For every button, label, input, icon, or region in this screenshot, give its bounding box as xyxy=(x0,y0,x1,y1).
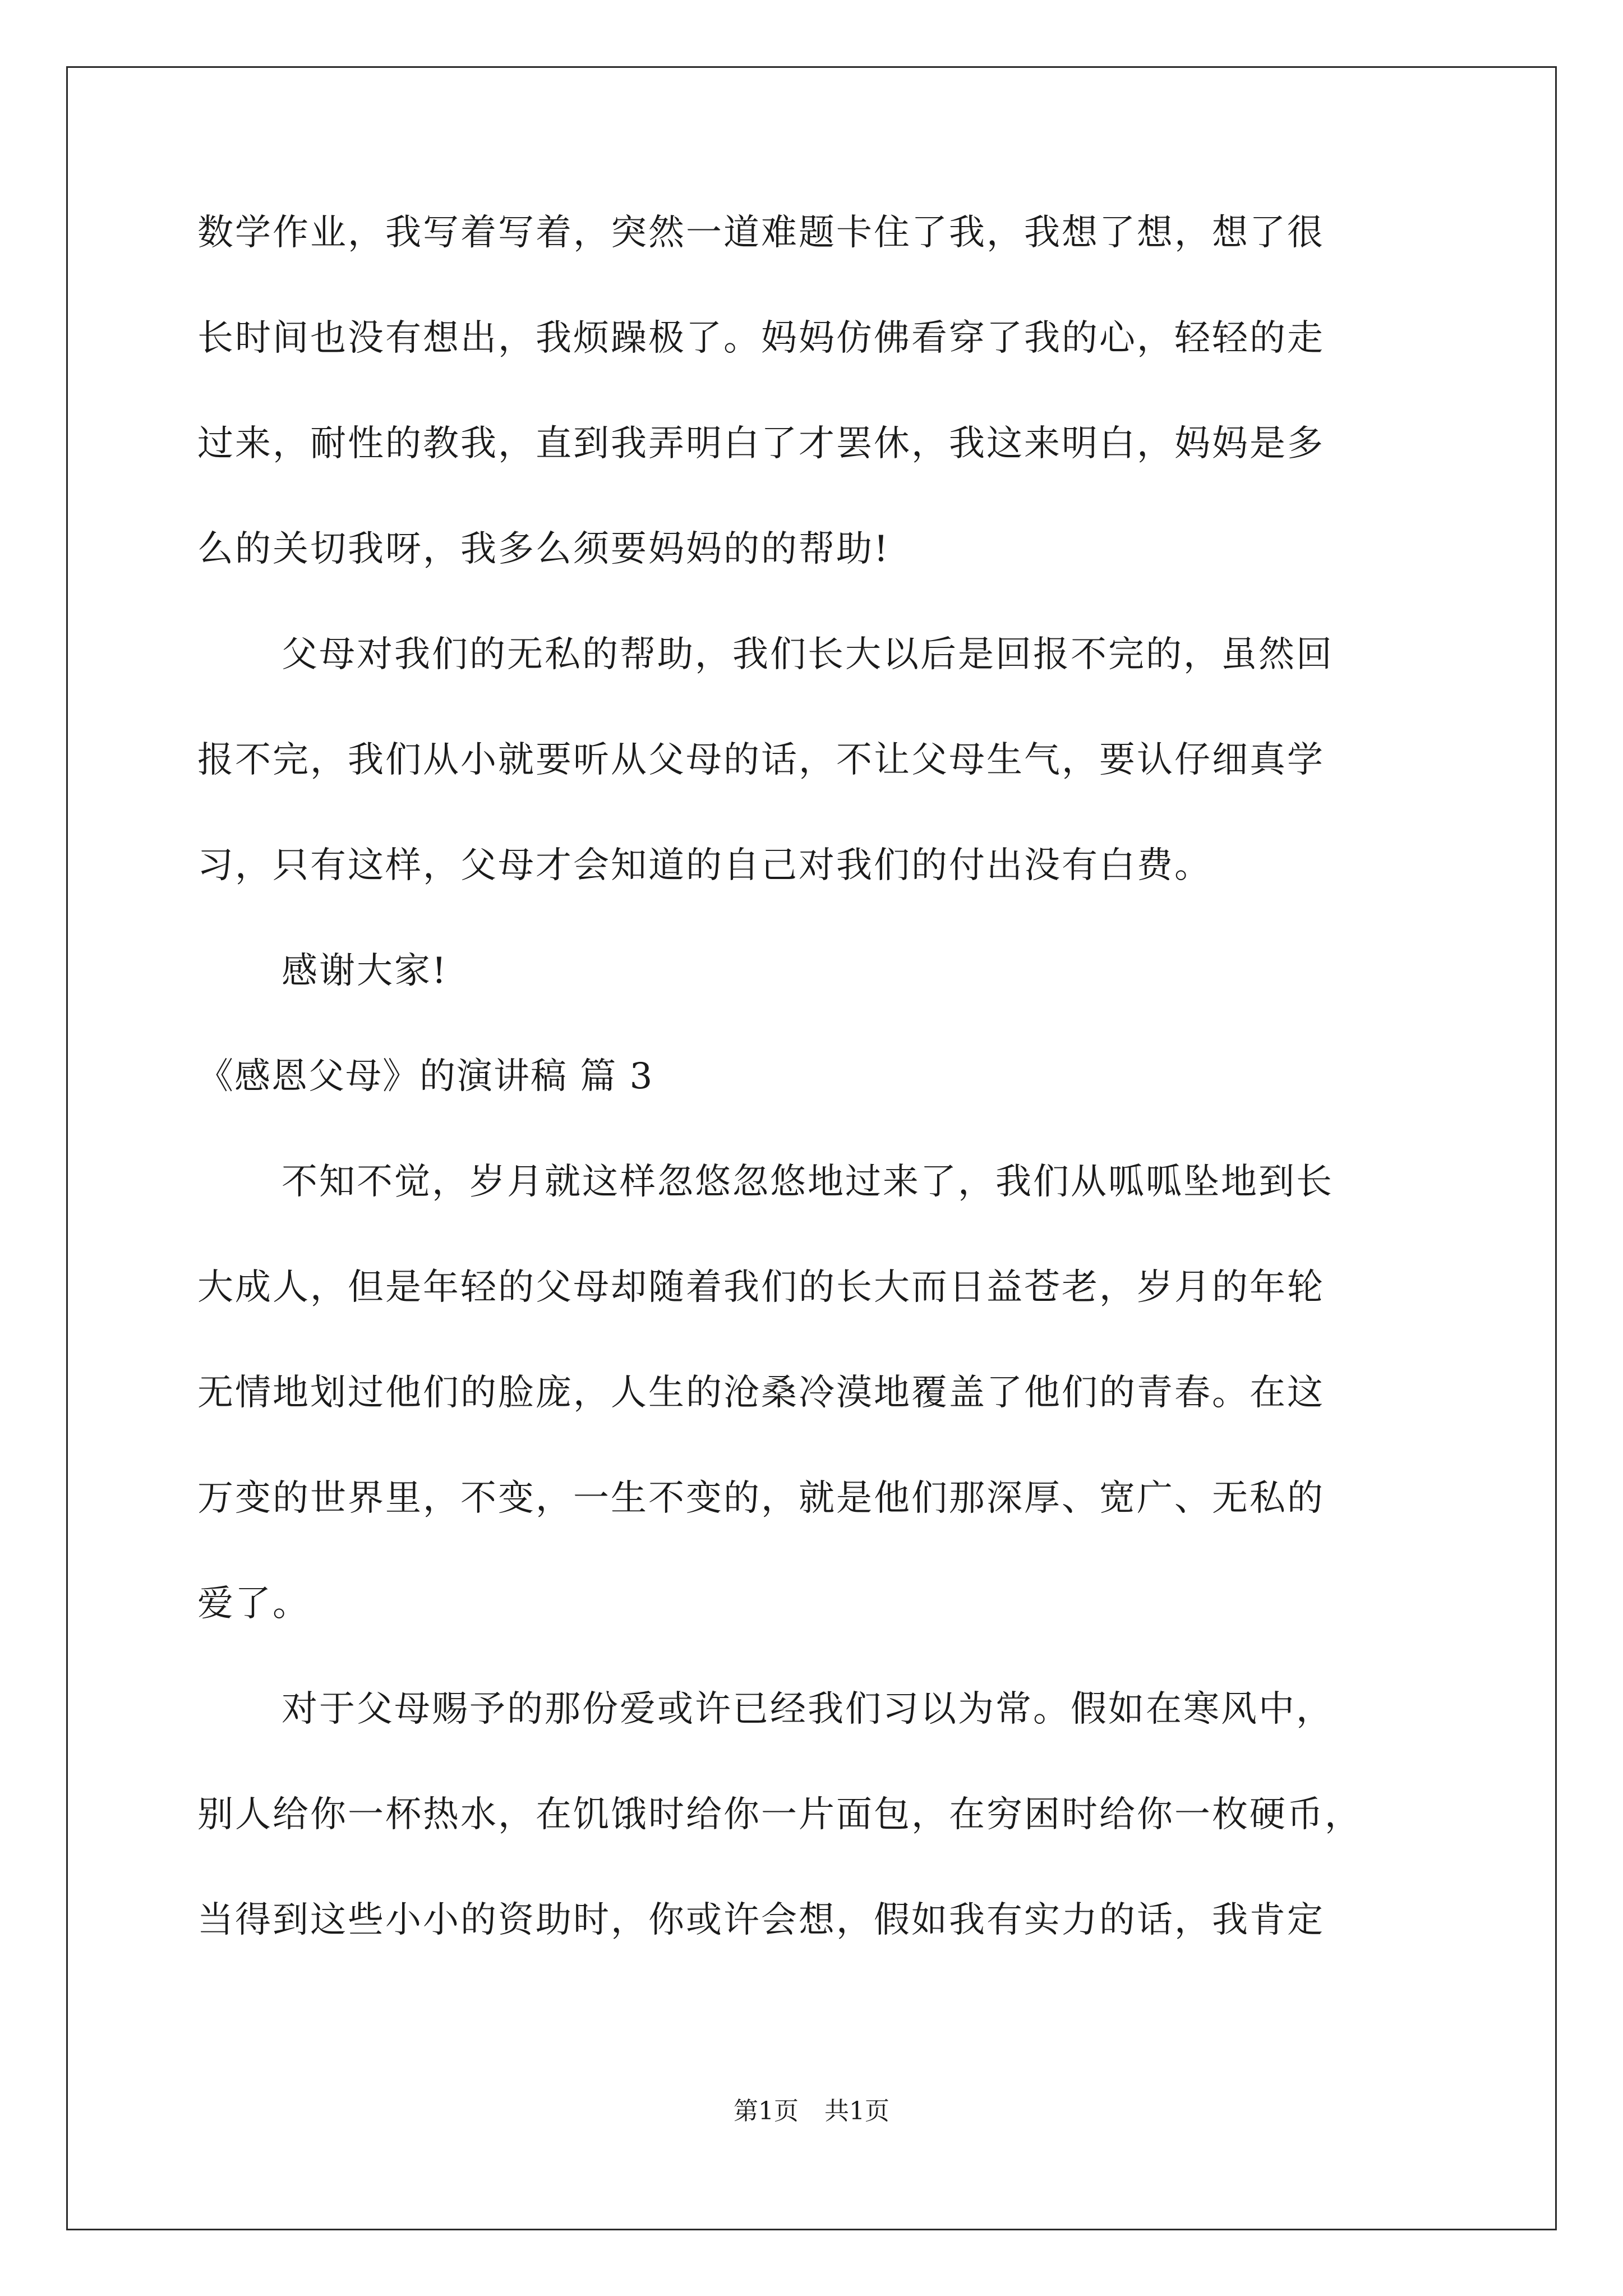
section-heading: 《感恩父母》的演讲稿 篇 3 xyxy=(197,1056,654,1097)
text-line: 数学作业，我写着写着，突然一道难题卡住了我，我想了想，想了很 xyxy=(197,212,1325,254)
text-line: 长时间也没有想出，我烦躁极了。妈妈仿佛看穿了我的心，轻轻的走 xyxy=(197,318,1325,359)
text-line: 过来，耐性的教我，直到我弄明白了才罢休，我这来明白，妈妈是多 xyxy=(197,423,1325,464)
text-line: 无情地划过他们的脸庞，人生的沧桑冷漠地覆盖了他们的青春。在这 xyxy=(197,1372,1325,1414)
text-line: 父母对我们的无私的帮助，我们长大以后是回报不完的，虽然回 xyxy=(282,634,1334,675)
text-line: 别人给你一杯热水，在饥饿时给你一片面包，在穷困时给你一枚硬币， xyxy=(197,1794,1362,1835)
text-line: 爱了。 xyxy=(197,1583,310,1625)
text-line: 大成人，但是年轻的父母却随着我们的长大而日益苍老，岁月的年轮 xyxy=(197,1267,1325,1308)
text-line: 报不完，我们从小就要听从父母的话，不让父母生气，要认仔细真学 xyxy=(197,739,1325,781)
text-line: 不知不觉，岁月就这样忽悠忽悠地过来了，我们从呱呱坠地到长 xyxy=(282,1161,1334,1203)
page-number: 第1页 xyxy=(734,2097,799,2125)
page-total: 共1页 xyxy=(824,2097,889,2125)
text-line: 万变的世界里，不变，一生不变的，就是他们那深厚、宽广、无私的 xyxy=(197,1478,1325,1519)
text-line: 感谢大家! xyxy=(282,950,448,992)
text-line: 对于父母赐予的那份爱或许已经我们习以为常。假如在寒风中， xyxy=(282,1688,1334,1730)
page-footer xyxy=(0,2095,1623,2128)
text-line: 当得到这些小小的资助时，你或许会想，假如我有实力的话，我肯定 xyxy=(197,1899,1325,1941)
document-body xyxy=(197,206,1431,1999)
text-line: 习，只有这样，父母才会知道的自己对我们的付出没有白费。 xyxy=(197,845,1212,886)
text-line: 么的关切我呀，我多么须要妈妈的的帮助! xyxy=(197,528,890,570)
